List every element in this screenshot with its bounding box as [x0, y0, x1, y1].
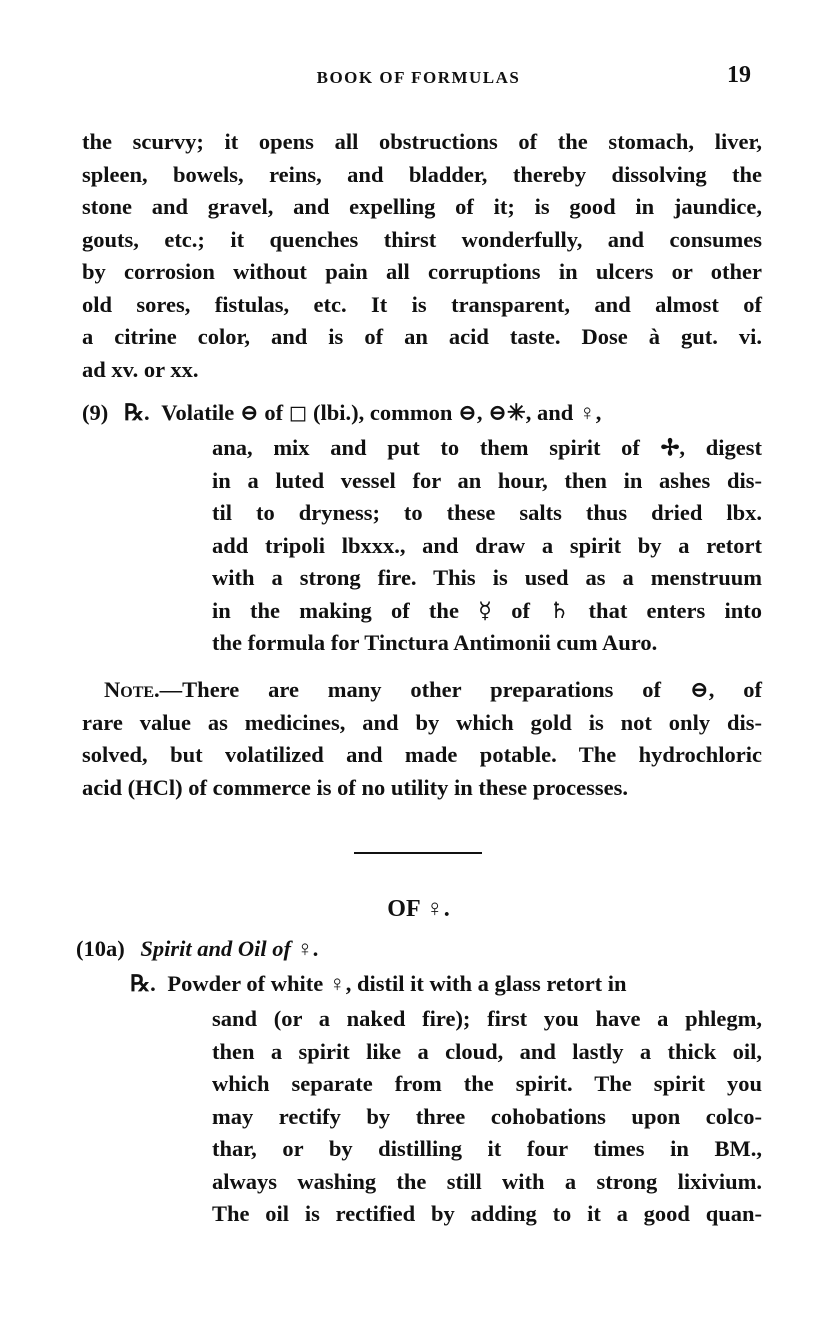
text-line: ana, mix and put to them spirit of ✢, digest: [212, 435, 762, 460]
text-line: The oil is rectified by adding to it a good quan-: [212, 1201, 762, 1226]
text-line: in the making of the ☿ of ♄ that enters into: [212, 597, 762, 623]
text-line: the scurvy; it opens all obstructions of the stomach, liver,: [82, 129, 762, 154]
note-paragraph: [82, 674, 762, 804]
running-title: BOOK OF FORMULAS: [316, 68, 521, 87]
recipe-9-heading: [82, 397, 601, 430]
text-line: sand (or a naked fire); first you have a phlegm,: [212, 1006, 762, 1031]
text-line: stone and gravel, and expelling of it; is good in jaundice,: [82, 194, 762, 219]
recipe-10a-first: [130, 968, 627, 1001]
text-line: always washing the still with a strong lixivium.: [212, 1168, 762, 1194]
text-line: spleen, bowels, reins, and bladder, thereby dissolving the: [82, 161, 762, 187]
recipe-title: Spirit and Oil of ♀.: [140, 936, 320, 961]
recipe-first-line: Volatile ⊖ of ◻ (lbi.), common ⊖, ⊖✳, and ♀,: [161, 400, 602, 425]
text-line: the formula for Tinctura Antimonii cum Auro.: [212, 630, 658, 655]
recipe-first-line: Powder of white ♀, distil it with a glass retort in: [167, 971, 627, 996]
text-line: by corrosion without pain all corruptions in ulcers or other: [82, 259, 762, 284]
note-first-line: [82, 674, 762, 707]
text-line: —There are many other preparations of ⊖, of: [159, 677, 762, 702]
text-line: in a luted vessel for an hour, then in ashes dis-: [212, 467, 762, 493]
recipe-symbol: ℞.: [130, 971, 156, 996]
note-label: Note.: [104, 677, 160, 702]
text-line: add tripoli lbxxx., and draw a spirit by a retort: [212, 532, 762, 558]
recipe-10a-body: [212, 1003, 762, 1231]
recipe-symbol: ℞.: [123, 400, 150, 425]
text-line: may rectify by three cohobations upon colco-: [212, 1103, 762, 1129]
text-line: a citrine color, and is of an acid taste. Dose à gut. vi.: [82, 324, 762, 349]
continuation-paragraph: [82, 126, 762, 386]
text-line: rare value as medicines, and by which gold is not only dis-: [82, 709, 762, 735]
page-number: 19: [727, 62, 751, 88]
text-line: til to dryness; to these salts thus dried lbx.: [212, 500, 762, 525]
text-line: old sores, fistulas, etc. It is transparent, and almost of: [82, 291, 762, 317]
text-line: with a strong fire. This is used as a menstruum: [212, 565, 762, 590]
recipe-9-body: [212, 432, 762, 660]
text-line: solved, but volatilized and made potable. The hydrochloric: [82, 742, 762, 767]
recipe-10a-heading: [76, 933, 319, 966]
section-heading: OF ♀.: [387, 896, 450, 922]
text-line: acid (HCl) of commerce is of no utility in these processes.: [82, 774, 628, 800]
text-line: which separate from the spirit. The spirit you: [212, 1071, 762, 1096]
recipe-number: (10a): [76, 936, 125, 961]
text-line: then a spirit like a cloud, and lastly a thick oil,: [212, 1038, 762, 1064]
text-line: ad xv. or xx.: [82, 356, 199, 382]
recipe-number: (9): [82, 400, 109, 425]
text-line: gouts, etc.; it quenches thirst wonderfully, and consumes: [82, 226, 762, 252]
section-divider: [354, 852, 482, 854]
text-line: thar, or by distilling it four times in BM.,: [212, 1136, 762, 1161]
